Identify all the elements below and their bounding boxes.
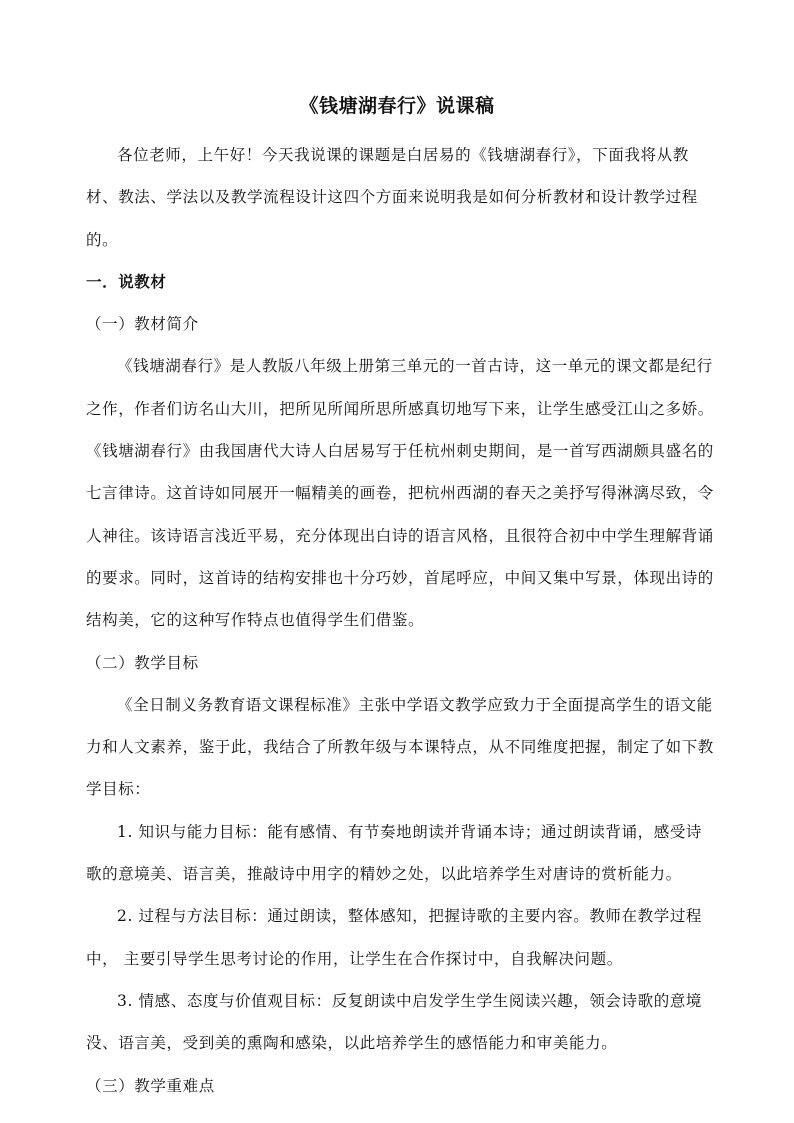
section-heading-textbook: 一．说教材 xyxy=(86,272,167,291)
textbook-intro-paragraph-2: 《钱塘湖春行》由我国唐代大诗人白居易写于任杭州刺史期间，是一首写西湖颇具盛名的七言律诗。这首诗如同展开一幅精美的画卷，把杭州西湖的春天之美抒写得淋漓尽致，令人神往。该诗语言浅近平易，充分体现出白诗的语言风格，且很符合初中中学生理解背诵的要求。同时，这首诗的结构安排也十分巧妙，首尾呼应，中间又集中写景，体现出诗的结构美，它的这种写作特点也值得学生们借鉴。 xyxy=(86,442,714,630)
intro-paragraph: 各位老师，上午好！今天我说课的课题是白居易的《钱塘湖春行》，下面我将从教材、教法、学法以及教学流程设计这四个方面来说明我是如何分析教材和设计教学过程的。 xyxy=(86,146,698,249)
goal-item-3: 3. 情感、态度与价值观目标：反复朗读中启发学生学生阅读兴趣，领会诗歌的意境没、语言美，受到美的熏陶和感染，以此培养学生的感悟能力和审美能力。 xyxy=(86,991,703,1053)
subsection-heading-goals: （二）教学目标 xyxy=(86,653,199,672)
subsection-heading-intro: （一）教材简介 xyxy=(86,315,199,334)
document-title: 《钱塘湖春行》说课稿 xyxy=(299,95,495,117)
document-body xyxy=(86,134,714,1107)
textbook-intro-paragraph-1: 《钱塘湖春行》是人教版八年级上册第三单元的一首古诗，这一单元的课文都是纪行之作，作者们访名山大川，把所见所闻所思所感真切地写下来，让学生感受江山之多娇。 xyxy=(86,357,714,418)
subsection-heading-key-points: （三）教学重难点 xyxy=(86,1076,215,1095)
goal-item-1: 1. 知识与能力目标：能有感情、有节奏地朗读并背诵本诗；通过朗读背诵，感受诗歌的意境美、语言美，推敲诗中用字的精妙之处，以此培养学生对唐诗的赏析能力。 xyxy=(86,822,703,884)
goals-intro-paragraph: 《全日制义务教育语文课程标准》主张中学语文教学应致力于全面提高学生的语文能力和人文素养，鉴于此，我结合了所教年级与本课特点，从不同维度把握，制定了如下教学目标： xyxy=(86,695,714,799)
goal-item-2: 2. 过程与方法目标：通过朗读，整体感知，把握诗歌的主要内容。教师在教学过程中， 主要引导学生思考讨论的作用，让学生在合作探讨中，自我解决问题。 xyxy=(86,907,703,968)
